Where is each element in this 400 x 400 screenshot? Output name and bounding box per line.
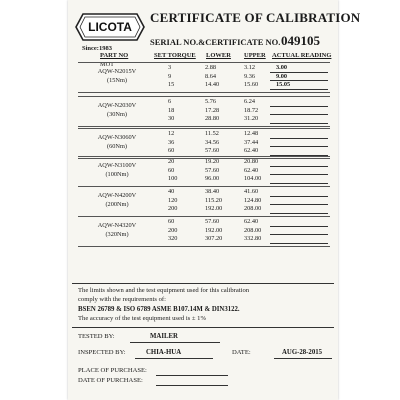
- model-range: (60Nm): [107, 142, 127, 150]
- set-torque-value: 9: [168, 72, 172, 80]
- standards-text: BSEN 26789 & ISO 6789 ASME B107.14M & DIN3122.: [78, 306, 240, 313]
- inspected-by-line: [135, 358, 213, 359]
- lower-limit-value: 57.60: [205, 166, 220, 174]
- model-number: AQW-N2015V: [97, 68, 137, 75]
- lower-limit-value: 28.80: [205, 115, 220, 123]
- set-torque-value: 40: [168, 188, 175, 195]
- lower-limit-value: 14.40: [205, 81, 220, 89]
- upper-limit-value: 37.44: [244, 138, 259, 146]
- actual-reading-line: [270, 106, 328, 107]
- lower-limit-value: 11.52: [205, 130, 219, 137]
- model-range: (200Nm): [105, 200, 129, 208]
- tested-separator: [72, 327, 334, 328]
- set-torque-value: 200: [168, 205, 178, 213]
- upper-limit-value: 208.00: [244, 205, 262, 213]
- upper-limit-value: 332.80: [244, 235, 262, 243]
- actual-reading-line: [270, 213, 328, 214]
- model-label: [93, 68, 141, 85]
- header-mot: MOT: [100, 61, 114, 68]
- lower-limit-value: 8.64: [205, 72, 217, 80]
- upper-limit-value: 62.40: [244, 166, 259, 174]
- logo-text: LICOTA: [88, 20, 132, 34]
- lower-limit-value: 192.00: [205, 205, 223, 213]
- actual-reading-line: [270, 123, 328, 124]
- set-torque-value: 120: [168, 196, 178, 204]
- actual-reading-value: 9.00: [276, 72, 288, 80]
- model-number: AQW-N4200V: [97, 192, 137, 199]
- serial-number: 049105: [281, 33, 320, 48]
- model-range: (30Nm): [107, 110, 127, 118]
- set-torque-value: 60: [168, 147, 175, 155]
- upper-limit-value: 6.24: [244, 98, 256, 105]
- model-range: (100Nm): [105, 170, 129, 178]
- model-number: AQW-N2030V: [97, 102, 137, 109]
- model-number: AQW-N4320V: [97, 222, 137, 229]
- model-number: AQW-N3100V: [97, 162, 137, 169]
- header-upper: UPPER: [244, 52, 266, 59]
- model-range: (15Nm): [107, 76, 127, 84]
- lower-limit-value: 57.60: [205, 147, 220, 155]
- model-label: [93, 162, 141, 179]
- date-line: [274, 358, 332, 359]
- upper-limit-value: 104.00: [244, 175, 262, 183]
- upper-limit-value: 20.80: [244, 158, 259, 165]
- date-value: AUG-28-2015: [282, 349, 323, 356]
- actual-reading-line: [270, 196, 328, 197]
- set-torque-value: 60: [168, 166, 175, 174]
- model-number: AQW-N3060V: [97, 134, 137, 141]
- set-torque-value: 20: [168, 158, 175, 165]
- inspected-by-label: INSPECTED BY:: [78, 349, 126, 356]
- upper-limit-value: 12.48: [244, 130, 259, 137]
- date-label: DATE:: [232, 349, 251, 356]
- set-torque-value: 60: [168, 218, 175, 225]
- model-label: [93, 192, 141, 209]
- set-torque-value: 12: [168, 130, 175, 137]
- actual-reading-line: [270, 174, 328, 175]
- lower-limit-value: 307.20: [205, 235, 223, 243]
- upper-limit-value: 15.60: [244, 81, 259, 89]
- tested-by-label: TESTED BY:: [78, 333, 115, 340]
- set-torque-value: 18: [168, 106, 175, 114]
- lower-limit-value: 19.20: [205, 158, 220, 165]
- lower-limit-value: 115.20: [205, 196, 223, 204]
- upper-limit-value: 62.40: [244, 147, 259, 155]
- set-torque-value: 3: [168, 64, 172, 71]
- lower-limit-value: 5.76: [205, 98, 217, 105]
- date-of-purchase-label: DATE OF PURCHASE:: [78, 377, 143, 384]
- upper-limit-value: 124.80: [244, 196, 262, 204]
- upper-limit-value: 9.36: [244, 72, 256, 80]
- model-label: [93, 102, 141, 119]
- tested-by-line: [130, 342, 220, 343]
- actual-reading-line: [270, 183, 328, 184]
- model-range: (320Nm): [105, 230, 129, 238]
- limits-line-1: The limits shown and the test equipment used for this calibration: [78, 287, 250, 294]
- upper-limit-value: 41.60: [244, 188, 259, 195]
- header-set-torque: SET TORQUE: [154, 52, 196, 59]
- actual-reading-line: [270, 138, 328, 139]
- actual-reading-value: 15.05: [276, 81, 291, 89]
- actual-reading-line: [270, 89, 328, 90]
- place-of-purchase-label: PLACE OF PURCHASE:: [78, 367, 147, 374]
- set-torque-value: 15: [168, 81, 175, 89]
- upper-limit-value: 208.00: [244, 226, 262, 234]
- inspected-by-value: CHIA-HUA: [146, 349, 182, 356]
- actual-reading-value: 3.00: [276, 64, 288, 71]
- accuracy-text: The accuracy of the test equipment used is ± 1%: [78, 315, 206, 322]
- lower-limit-value: 96.00: [205, 175, 220, 183]
- tested-by-value: MAILER: [150, 333, 178, 340]
- set-torque-value: 320: [168, 235, 178, 243]
- set-torque-value: 6: [168, 98, 172, 105]
- lower-limit-value: 2.88: [205, 64, 217, 71]
- set-torque-value: 30: [168, 115, 175, 123]
- date-of-purchase-line: [156, 385, 228, 386]
- actual-reading-line: [270, 204, 328, 205]
- footer-separator: [72, 283, 334, 284]
- actual-reading-line: [270, 166, 328, 167]
- certificate-title: CERTIFICATE OF CALIBRATION: [150, 10, 361, 25]
- lower-limit-value: 34.56: [205, 138, 220, 146]
- serial-label: SERIAL NO.&CERTIFICATE NO.: [150, 37, 281, 47]
- header-part-no: PART NO: [100, 52, 129, 59]
- header-lower: LOWER: [206, 52, 231, 59]
- limits-line-2: comply with the requirements of:: [78, 296, 166, 303]
- set-torque-value: 100: [168, 175, 178, 183]
- upper-limit-value: 62.40: [244, 218, 259, 225]
- lower-limit-value: 57.60: [205, 218, 220, 225]
- actual-reading-line: [270, 114, 328, 115]
- place-of-purchase-line: [156, 375, 228, 376]
- actual-reading-line: [270, 243, 328, 244]
- model-label: [93, 134, 141, 151]
- actual-reading-line: [270, 146, 328, 147]
- actual-reading-line: [270, 234, 328, 235]
- lower-limit-value: 17.28: [205, 106, 220, 114]
- since-year: Since:1983: [82, 45, 112, 52]
- actual-reading-line: [270, 226, 328, 227]
- licota-logo: [73, 10, 147, 44]
- lower-limit-value: 38.40: [205, 188, 220, 195]
- set-torque-value: 200: [168, 226, 178, 234]
- lower-limit-value: 192.00: [205, 226, 223, 234]
- header-actual-reading: ACTUAL READING: [272, 52, 332, 59]
- upper-limit-value: 31.20: [244, 115, 259, 123]
- set-torque-value: 36: [168, 138, 175, 146]
- upper-limit-value: 18.72: [244, 106, 259, 114]
- model-label: [93, 222, 141, 239]
- upper-limit-value: 3.12: [244, 64, 256, 71]
